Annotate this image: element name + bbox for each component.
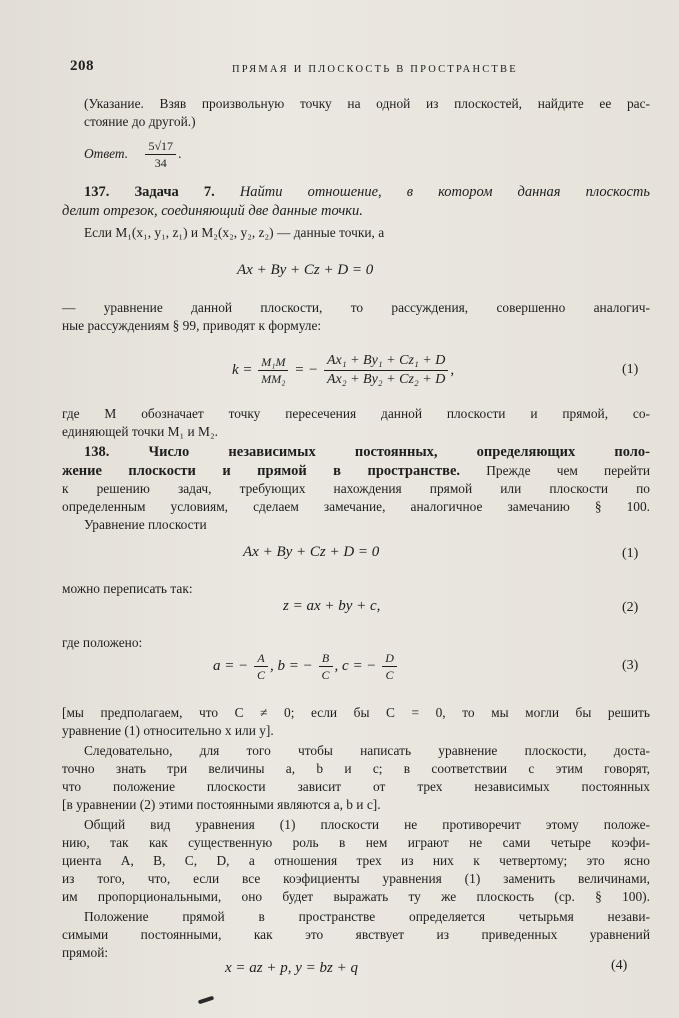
equation-4-number: (4) xyxy=(611,958,628,973)
formula-fraction-1 xyxy=(258,355,288,386)
formula-fraction-2 xyxy=(324,353,448,388)
eq3-frac-a xyxy=(254,651,268,682)
formula-tail: , xyxy=(450,362,455,378)
section-138-heading-1: 138. Число независимых постоянных, определяющих поло- xyxy=(84,444,650,460)
para-1-line-2: уравнение (1) относительно x или y]. xyxy=(62,723,274,738)
problem-7-text-1: Если M₁(x₁, y₁, z₁) и M₂(x₂, y₂, z₂) — данные точки, а xyxy=(84,225,385,240)
eq3-c: , c = − xyxy=(334,658,377,674)
equation-2: z = ax + by + c, xyxy=(283,598,381,614)
eq3-frac-b xyxy=(319,651,333,682)
para-1-line-1: [мы предполагаем, что C ≠ 0; если бы C = 0, то мы могли бы решить xyxy=(62,705,650,720)
page-number: 208 xyxy=(70,58,94,74)
section-138-text-3: Уравнение плоскости xyxy=(84,517,207,532)
para-2-line-1: Следовательно, для того чтобы написать уравнение плоскости, доста- xyxy=(84,743,650,758)
problem-7-text-5: единяющей точки M₁ и M₂. xyxy=(62,424,218,439)
formula-number-1: (1) xyxy=(622,362,639,377)
formula-f1-numerator: M₁M xyxy=(258,355,288,371)
para-4-line-1: Положение прямой в пространстве определяется четырьмя незави- xyxy=(84,909,650,924)
eq3-a-denominator: C xyxy=(257,668,266,683)
ink-smudge xyxy=(198,996,214,1005)
eq3-c-denominator: C xyxy=(385,668,394,683)
equation-4: x = az + p, y = bz + q xyxy=(225,960,358,976)
answer-denominator: 34 xyxy=(154,156,167,171)
para-2-line-4: [в уравнении (2) этими постоянными являются a, b и c]. xyxy=(62,797,381,812)
equation-3-number: (3) xyxy=(622,658,639,673)
answer-fraction xyxy=(145,139,176,170)
formula-eq: = − xyxy=(294,362,319,378)
problem-7-title-line-2: делит отрезок, соединяющий две данные точки. xyxy=(62,203,363,219)
problem-7-number: 137. Задача 7. xyxy=(84,184,215,200)
hint-line-2: стояние до другой.) xyxy=(84,114,196,129)
problem-7-title-line-1 xyxy=(84,183,650,201)
formula-f2-numerator: Ax₁ + By₁ + Cz₁ + D xyxy=(324,353,448,371)
eq3-a: a = − xyxy=(213,658,249,674)
eq3-a-numerator: A xyxy=(254,651,268,667)
para-3-line-2: нию, так как существенную роль в нем играют не сами четыре коэфи- xyxy=(62,835,650,850)
answer-label: Ответ. xyxy=(84,146,129,161)
running-head: ПРЯМАЯ И ПЛОСКОСТЬ В ПРОСТРАНСТВЕ xyxy=(232,64,518,75)
section-138-text-4: можно переписать так: xyxy=(62,581,193,596)
equation-1: Ax + By + Cz + D = 0 xyxy=(243,544,380,560)
formula-f2-denominator: Ax₂ + By₂ + Cz₂ + D xyxy=(326,372,446,388)
problem-7-text-2: — уравнение данной плоскости, то рассуждения, совершенно аналогич- xyxy=(62,300,650,315)
answer-tail: . xyxy=(178,146,182,161)
eq3-c-numerator: D xyxy=(382,651,397,667)
section-138-text-2: определенным условиям, сделаем замечание, аналогичное замечанию § 100. xyxy=(62,499,650,514)
equation-2-number: (2) xyxy=(622,600,639,615)
para-4-line-3: прямой: xyxy=(62,945,109,960)
eq3-b-denominator: C xyxy=(321,668,330,683)
problem-7-title: Найти отношение, в котором данная плоскость xyxy=(239,184,650,200)
para-3-line-5: им пропорциональными, оно будет выражать ту же плоскость (ср. § 100). xyxy=(62,889,650,904)
eq3-b: , b = − xyxy=(270,658,313,674)
para-2-line-3: что положение плоскости зависит от трех независимых постоянных xyxy=(62,779,650,794)
formula-ratio xyxy=(232,350,454,390)
answer xyxy=(84,134,181,174)
section-138-heading-rest: Прежде чем перейти xyxy=(486,463,650,478)
section-138-text-5: где положено: xyxy=(62,635,143,650)
equation-plane: Ax + By + Cz + D = 0 xyxy=(237,262,374,278)
para-2-line-2: точно знать три величины a, b и c; в соответствии с этим говорят, xyxy=(62,761,650,776)
para-4-line-2: симыми постоянными, как это явствует из приведенных уравнений xyxy=(62,927,650,942)
para-3-line-4: из того, что, если все коэфициенты уравнения (1) заменить величинами, xyxy=(62,871,650,886)
equation-1-number: (1) xyxy=(622,546,639,561)
section-138-text-1: к решению задач, требующих нахождения прямой или плоскости по xyxy=(62,481,650,496)
para-3-line-3: циента A, B, C, D, а отношения трех из них к четвертому; это ясно xyxy=(62,853,650,868)
section-138-heading-bold: жение плоскости и прямой в пространстве. xyxy=(62,463,460,479)
section-138-heading-2 xyxy=(62,462,650,480)
para-3-line-1: Общий вид уравнения (1) плоскости не противоречит этому положе- xyxy=(84,817,650,832)
problem-7-text-3: ные рассуждениям § 99, приводят к формуле: xyxy=(62,318,322,333)
eq3-b-numerator: B xyxy=(319,651,333,667)
problem-7-text-4: где M обозначает точку пересечения данной плоскости и прямой, со- xyxy=(62,406,650,421)
eq3-frac-c xyxy=(382,651,397,682)
hint-line-1: (Указание. Взяв произвольную точку на одной из плоскостей, найдите ее рас- xyxy=(84,96,650,111)
equation-3 xyxy=(213,646,399,686)
answer-numerator: 5√17 xyxy=(145,139,176,155)
formula-k: k = xyxy=(232,362,253,378)
formula-f1-denominator: MM₂ xyxy=(261,372,286,387)
